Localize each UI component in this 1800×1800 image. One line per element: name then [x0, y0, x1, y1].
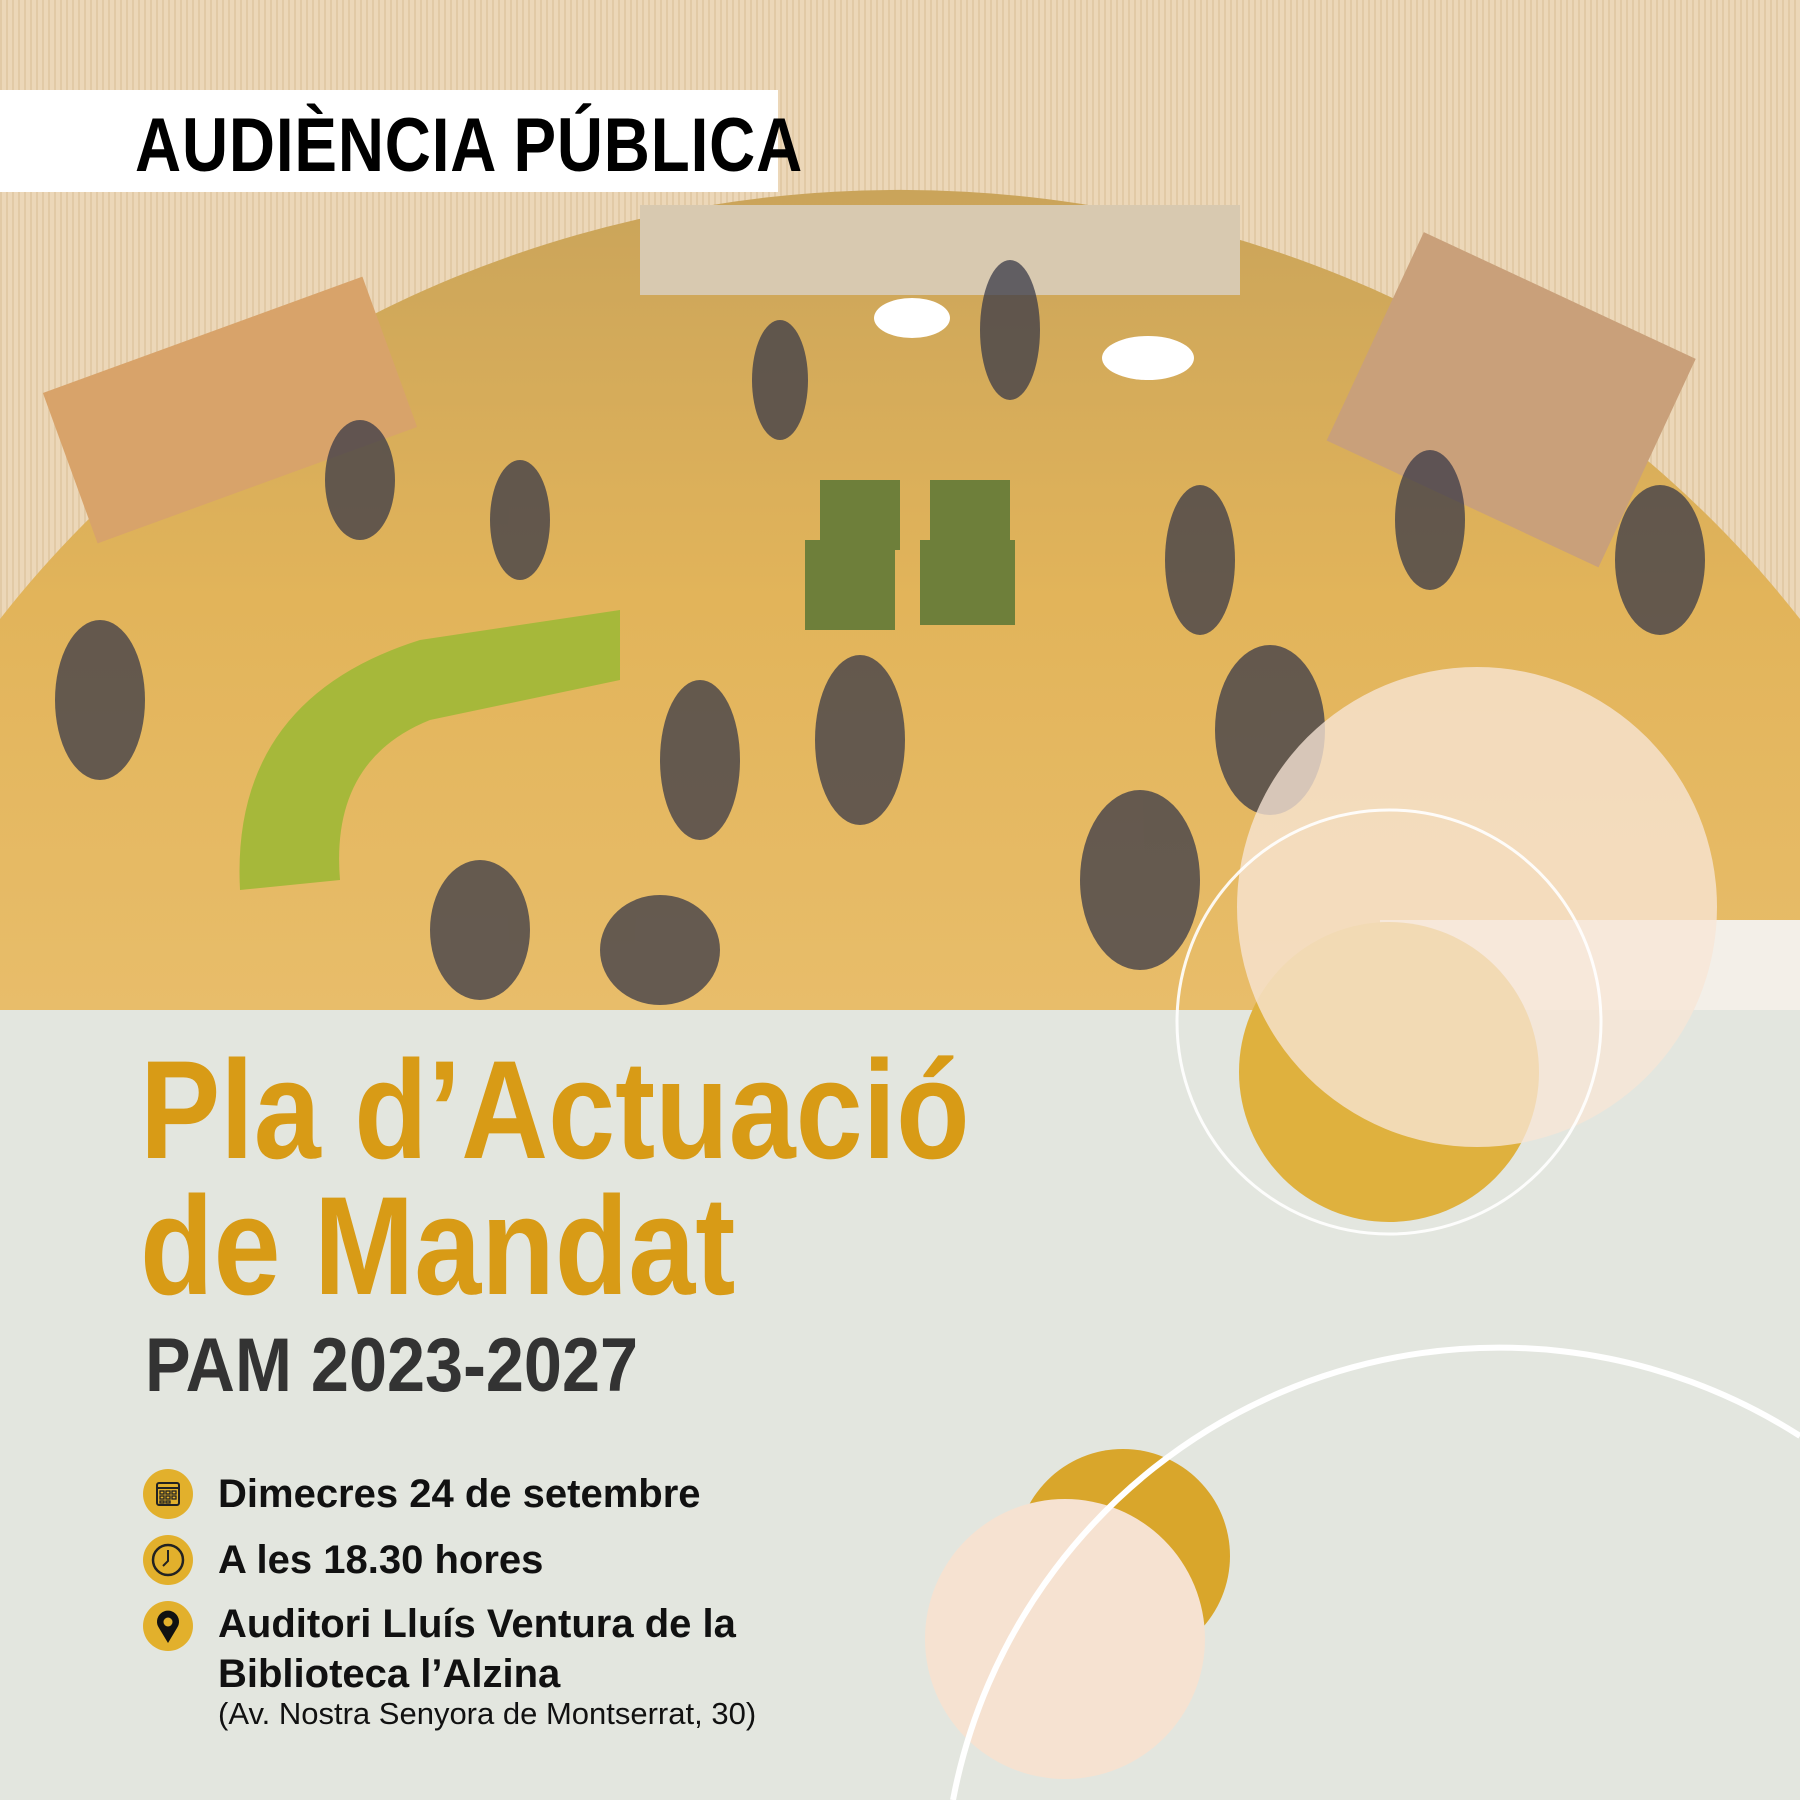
- event-place-line1: Auditori Lluís Ventura de la: [218, 1602, 736, 1646]
- location-pin-icon: [143, 1601, 193, 1651]
- clock-icon: [143, 1535, 193, 1585]
- outline-arc-bottom: [953, 1348, 1800, 1800]
- event-place-line2: Biblioteca l’Alzina: [218, 1652, 561, 1696]
- page-title-line1: Pla d’Actuació: [140, 1031, 970, 1188]
- peach-circle-bottom: [925, 1499, 1205, 1779]
- event-date: Dimecres 24 de setembre: [218, 1472, 701, 1516]
- page-title-line2: de Mandat: [140, 1167, 736, 1324]
- header-banner: [0, 90, 804, 192]
- gold-circle-bottom: [1016, 1449, 1230, 1663]
- calendar-icon: [143, 1469, 193, 1519]
- event-address: (Av. Nostra Senyora de Montserrat, 30): [218, 1696, 757, 1731]
- event-time: A les 18.30 hores: [218, 1538, 544, 1582]
- subtitle: PAM 2023-2027: [145, 1323, 639, 1408]
- header-label: AUDIÈNCIA PÚBLICA: [135, 103, 804, 188]
